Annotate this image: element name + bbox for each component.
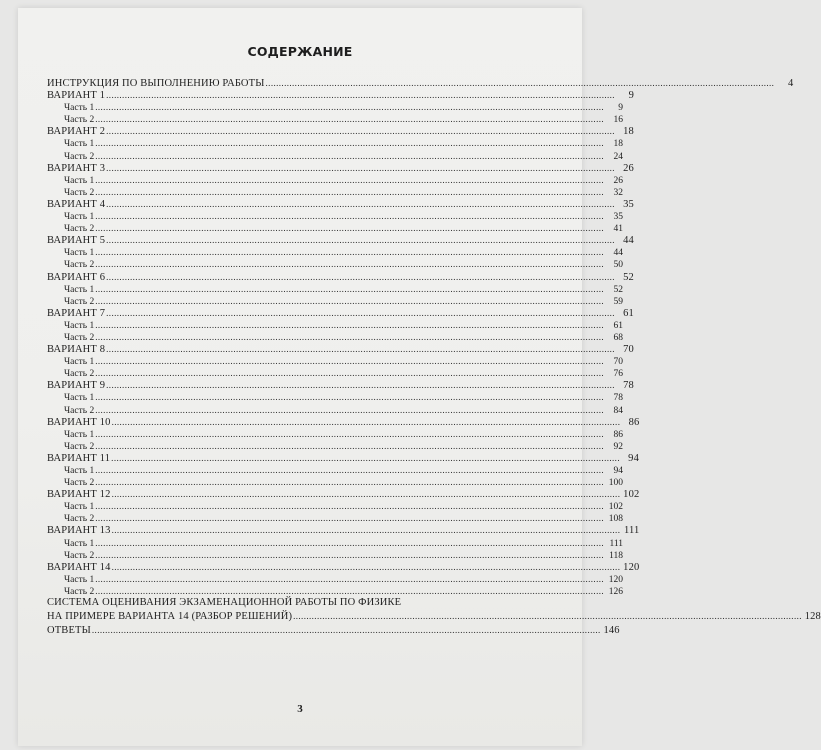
- toc-page-number: 78: [623, 380, 634, 392]
- dot-leader: [95, 367, 604, 379]
- dot-leader: [95, 585, 604, 597]
- dot-leader: [112, 416, 621, 428]
- dot-leader: [95, 150, 604, 162]
- toc-entry-label: Часть 2: [64, 405, 95, 416]
- toc-subentry: [47, 428, 624, 440]
- toc-entry-label: ВАРИАНТ 2: [47, 126, 106, 138]
- dot-leader: [95, 476, 604, 488]
- toc-entry-label: ВАРИАНТ 3: [47, 162, 106, 174]
- toc-entry-label: ВАРИАНТ 12: [47, 489, 111, 501]
- toc-page-number: 26: [623, 162, 634, 174]
- dot-leader: [95, 573, 604, 585]
- toc-entry-label: Часть 2: [64, 478, 95, 489]
- toc-page-number: 68: [613, 332, 624, 343]
- toc-page-number: 120: [623, 561, 640, 573]
- toc-entry-label: Часть 1: [64, 502, 95, 513]
- toc-subentry: [47, 295, 624, 307]
- toc-page-number: 44: [613, 248, 624, 259]
- toc-entry-label: Часть 2: [64, 115, 95, 126]
- toc-page-number: 44: [623, 235, 634, 247]
- dot-leader: [92, 624, 601, 636]
- dot-leader: [106, 271, 615, 283]
- dot-leader: [95, 295, 604, 307]
- toc-entry: [47, 561, 640, 573]
- toc-page-number: 26: [613, 175, 624, 186]
- toc-subentry: [47, 537, 624, 549]
- toc-entry-label: Часть 2: [64, 151, 95, 162]
- toc-page-number: 16: [613, 115, 624, 126]
- toc-entry: [47, 343, 634, 356]
- toc-subentry: [47, 113, 624, 126]
- dot-leader: [293, 609, 802, 623]
- toc-entry-label: Часть 1: [64, 212, 95, 223]
- toc-entry-label: ИНСТРУКЦИЯ ПО ВЫПОЛНЕНИЮ РАБОТЫ: [47, 78, 265, 89]
- toc-subentry: [47, 258, 624, 271]
- toc-page-number: 18: [623, 126, 634, 138]
- toc-page-number: 52: [623, 271, 634, 283]
- dot-leader: [106, 162, 615, 174]
- page-number: 3: [297, 703, 303, 715]
- dot-leader: [95, 137, 604, 149]
- toc-page-number: 111: [623, 525, 640, 537]
- dot-leader: [106, 307, 615, 319]
- toc-entry-label: ВАРИАНТ 10: [47, 416, 111, 428]
- toc-page-number: 84: [613, 405, 624, 416]
- toc-page-number: 61: [623, 307, 634, 319]
- toc-page-number: 4: [787, 78, 794, 89]
- dot-leader: [95, 258, 604, 270]
- toc-entry-label: Часть 1: [64, 357, 95, 368]
- toc-entry: [47, 271, 634, 283]
- toc-entry-label: ВАРИАНТ 7: [47, 307, 106, 319]
- toc-entry: [47, 234, 634, 247]
- toc-page-number: 86: [613, 429, 624, 440]
- toc-page-number: 76: [613, 369, 624, 380]
- toc-subentry: [47, 367, 624, 380]
- toc-page-number: 50: [613, 260, 624, 271]
- dot-leader: [106, 125, 615, 137]
- toc-entry-label: Часть 1: [64, 466, 95, 476]
- toc-entry-label: ВАРИАНТ 9: [47, 380, 106, 392]
- toc-entry-label: Часть 1: [64, 284, 95, 295]
- toc-entry-label: Часть 2: [64, 441, 95, 452]
- dot-leader: [95, 464, 604, 476]
- toc-entry: [47, 488, 640, 501]
- toc-entry-label: Часть 1: [64, 538, 95, 549]
- toc-page-number: 128: [804, 611, 821, 623]
- dot-leader: [106, 234, 615, 246]
- toc-entry-label-line1: СИСТЕМА ОЦЕНИВАНИЯ ЭКЗАМЕНАЦИОННОЙ РАБОТЫ ПО ФИЗИКЕ: [47, 597, 402, 609]
- toc-subentry: [47, 174, 624, 186]
- dot-leader: [95, 549, 604, 561]
- toc-page-number: 108: [608, 514, 624, 525]
- toc-subentry: [47, 101, 624, 114]
- dot-leader: [266, 77, 775, 89]
- toc-entry-label: Часть 2: [64, 224, 95, 235]
- toc-page-number: 102: [623, 489, 640, 501]
- dot-leader: [106, 379, 615, 391]
- toc-entry: [47, 307, 634, 319]
- toc-page-number: 126: [608, 586, 624, 597]
- dot-leader: [95, 537, 604, 549]
- toc-entry: [47, 452, 639, 464]
- toc-subentry: [47, 355, 624, 368]
- toc-entry: [47, 379, 634, 392]
- toc-page-number: 70: [613, 357, 624, 368]
- dot-leader: [112, 488, 621, 500]
- toc-subentry: [47, 404, 624, 416]
- toc-subentry: [47, 512, 624, 525]
- toc-page-number: 9: [628, 90, 634, 102]
- toc-page-number: 100: [608, 478, 624, 489]
- toc-subentry: [47, 549, 624, 561]
- toc-entry-label: Часть 2: [64, 332, 95, 343]
- toc-entry-label-line2: НА ПРИМЕРЕ ВАРИАНТА 14 (РАЗБОР РЕШЕНИЙ): [47, 611, 293, 623]
- toc-page-number: 35: [613, 212, 624, 223]
- toc-entry-label: Часть 1: [64, 574, 95, 585]
- toc-page-number: 24: [613, 151, 624, 162]
- toc-page-number: 18: [613, 139, 624, 150]
- dot-leader: [106, 89, 615, 101]
- toc-entry-label: ВАРИАНТ 5: [47, 235, 106, 247]
- toc-entry-label: Часть 2: [64, 369, 95, 380]
- toc-entry: [47, 198, 634, 210]
- toc-page-number: 120: [608, 574, 624, 585]
- dot-leader: [95, 186, 604, 198]
- dot-leader: [95, 391, 604, 403]
- toc-entry-label: Часть 1: [64, 103, 95, 114]
- toc-entry-label: Часть 1: [64, 175, 95, 186]
- dot-leader: [95, 500, 604, 512]
- dot-leader: [95, 319, 604, 331]
- dot-leader: [95, 283, 604, 295]
- dot-leader: [95, 113, 604, 125]
- toc-subentry: [47, 585, 624, 597]
- toc-subentry: [47, 150, 624, 162]
- toc-entry-label: Часть 1: [64, 429, 95, 440]
- toc-entry-label: Часть 2: [64, 187, 95, 198]
- toc-entry-label: Часть 1: [64, 139, 95, 150]
- toc-page-number: 94: [628, 452, 639, 464]
- toc-entry-label: ВАРИАНТ 14: [47, 561, 111, 573]
- toc-page-number: 61: [613, 320, 624, 331]
- toc-page-number: 146: [603, 625, 620, 637]
- toc-entry: [47, 624, 620, 637]
- toc-entry-label: ВАРИАНТ 6: [47, 271, 106, 283]
- dot-leader: [112, 524, 621, 536]
- toc-page-number: 52: [613, 284, 624, 295]
- dot-leader: [111, 452, 620, 464]
- toc-page-number: 86: [628, 416, 640, 428]
- toc-entry-label: ОТВЕТЫ: [47, 625, 91, 637]
- toc-entry: [47, 77, 794, 89]
- dot-leader: [95, 174, 604, 186]
- toc-entry-label: Часть 2: [64, 514, 95, 525]
- dot-leader: [95, 428, 604, 440]
- toc-subentry: [47, 391, 624, 404]
- dot-leader: [95, 222, 604, 234]
- toc-page-number: 94: [613, 466, 624, 476]
- toc-subentry: [47, 186, 624, 198]
- toc-subentry: [47, 246, 624, 259]
- dot-leader: [95, 331, 604, 343]
- toc-entry-label: ВАРИАНТ 11: [47, 452, 111, 464]
- toc-page-number: 102: [608, 502, 624, 513]
- toc-subentry: [47, 440, 624, 452]
- toc-subentry: [47, 210, 624, 223]
- toc-entry-label: ВАРИАНТ 4: [47, 198, 106, 210]
- toc-subentry: [47, 500, 624, 513]
- table-of-contents: [47, 77, 821, 637]
- toc-entry: [47, 162, 634, 174]
- toc-entry: [47, 524, 640, 537]
- dot-leader: [95, 210, 604, 222]
- dot-leader: [112, 561, 621, 573]
- dot-leader: [106, 198, 615, 210]
- toc-subentry: [47, 476, 624, 489]
- toc-page-number: 92: [613, 441, 624, 452]
- toc-page-number: 41: [613, 224, 624, 235]
- toc-entry-label: Часть 2: [64, 586, 95, 597]
- toc-entry: [47, 416, 640, 428]
- dot-leader: [95, 101, 604, 113]
- toc-page-number: 111: [609, 538, 624, 549]
- toc-subentry: [47, 319, 624, 331]
- toc-entry: [47, 125, 634, 138]
- toc-entry-label: Часть 2: [64, 260, 95, 271]
- toc-entry: [47, 89, 634, 102]
- toc-entry-label: Часть 1: [64, 393, 95, 404]
- toc-subentry: [47, 573, 624, 585]
- toc-entry-label: ВАРИАНТ 8: [47, 344, 106, 356]
- toc-subentry: [47, 283, 624, 295]
- dot-leader: [95, 246, 604, 258]
- toc-entry-label: ВАРИАНТ 13: [47, 525, 111, 537]
- dot-leader: [95, 355, 604, 367]
- toc-page-number: 118: [609, 550, 624, 561]
- toc-subentry: [47, 464, 624, 476]
- toc-page-number: 9: [618, 103, 624, 114]
- toc-entry-label: Часть 2: [64, 550, 95, 561]
- dot-leader: [95, 404, 604, 416]
- toc-subentry: [47, 331, 624, 343]
- toc-entry-label: Часть 1: [64, 320, 95, 331]
- toc-entry-multiline: [47, 597, 821, 624]
- toc-subentry: [47, 222, 624, 235]
- toc-subentry: [47, 137, 624, 150]
- dot-leader: [95, 512, 604, 524]
- toc-page-number: 70: [623, 344, 634, 356]
- page-title: СОДЕРЖАНИЕ: [247, 44, 353, 59]
- dot-leader: [95, 440, 604, 452]
- toc-entry-label: Часть 2: [64, 296, 95, 307]
- toc-page-number: 59: [613, 296, 624, 307]
- toc-entry-label: ВАРИАНТ 1: [47, 90, 106, 102]
- toc-page-number: 78: [613, 393, 624, 404]
- toc-page-number: 35: [623, 198, 634, 210]
- toc-page-number: 32: [613, 187, 624, 198]
- toc-entry-label: Часть 1: [64, 248, 95, 259]
- dot-leader: [106, 343, 615, 355]
